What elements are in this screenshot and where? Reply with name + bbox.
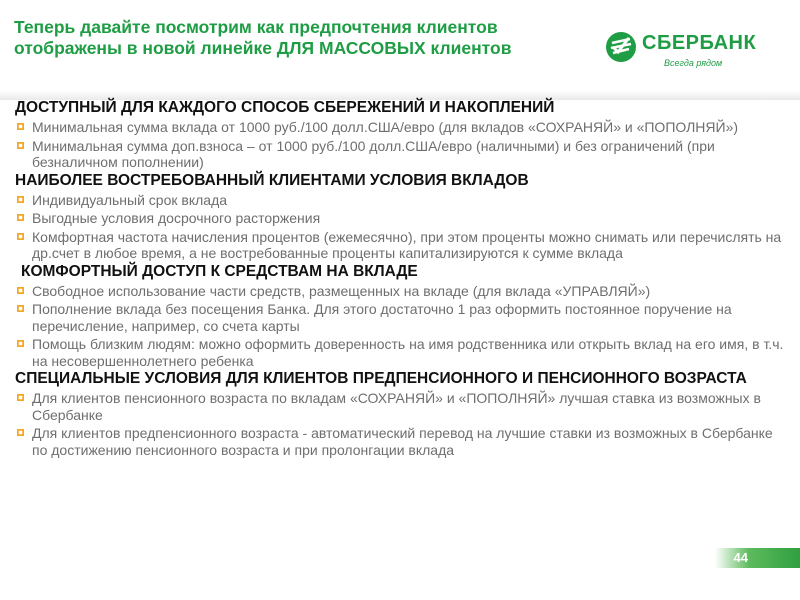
section-heading: СПЕЦИАЛЬНЫЕ УСЛОВИЯ ДЛЯ КЛИЕНТОВ ПРЕДПЕНСИОННОГО И ПЕНСИОННОГО ВОЗРАСТА [15,370,747,387]
list-item [15,336,785,369]
list-item [15,210,785,227]
section-pension [15,370,785,458]
bullet-icon [17,340,24,347]
bullet-icon [17,305,24,312]
logo-slogan: Всегда рядом [664,58,723,68]
list-item-text: Помощь близким людям: можно оформить доверенность на имя родственника или открыть вклад на его имя, в т.ч. на несовершеннолетнего ребенка [32,336,784,369]
bullet-icon [17,287,24,294]
list-item-text: Для клиентов пенсионного возраста по вкладам «СОХРАНЯЙ» и «ПОПОЛНЯЙ» лучшая ставка из возможных в Сбербанке [32,390,761,423]
list-item [15,229,785,262]
list-item [15,138,785,171]
list-item [15,192,785,209]
list-item-text: Для клиентов предпенсионного возраста - автоматический перевод на лучшие ставки из возможных в Сбербанке по достижению пенсионного возраста и при пролонгации вклада [32,425,773,458]
list-item [15,390,785,423]
section-conditions [15,172,785,262]
section-heading: ДОСТУПНЫЙ ДЛЯ КАЖДОГО СПОСОБ СБЕРЕЖЕНИЙ И НАКОПЛЕНИЙ [15,99,555,116]
list-item-text: Выгодные условия досрочного расторжения [32,210,321,226]
list-item [15,283,785,300]
slide-title: Теперь давайте посмотрим как предпочтения клиентов отображены в новой линейке ДЛЯ МАССОВЫХ клиентов [14,17,512,58]
bullet-icon [17,429,24,436]
list-item-text: Комфортная частота начисления процентов (ежемесячно), при этом проценты можно снимать или перечислять на др.счет в любое время, а не востребованные проценты капитализируются к сумме вклада [32,228,782,261]
logo-name: СБЕРБАНК [642,32,757,54]
bullet-list [15,283,785,370]
bullet-list [15,192,785,262]
list-item-text: Пополнение вклада без посещения Банка. Для этого достаточно 1 раз оформить постоянное поручение на перечисление, например, со счета карты [32,301,732,334]
page-number-badge [715,548,800,568]
page-number: 44 [733,550,748,565]
list-item [15,301,785,334]
sberbank-logo-icon [604,30,638,64]
bullet-icon [17,123,24,130]
bullet-list [15,119,785,171]
list-item-text: Минимальная сумма вклада от 1000 руб./100 долл.США/евро (для вкладов «СОХРАНЯЙ» и «ПОПОЛНЯЙ») [32,119,739,135]
list-item-text: Минимальная сумма доп.взноса – от 1000 руб./100 долл.США/евро (наличными) и без ограничений (при безналичном пополнении) [32,137,715,170]
section-savings [15,99,785,171]
list-item-text: Индивидуальный срок вклада [32,191,228,208]
bullet-icon [17,142,24,149]
bullet-icon [17,214,24,221]
bullet-icon [17,196,24,203]
section-heading: КОМФОРТНЫЙ ДОСТУП К СРЕДСТВАМ НА ВКЛАДЕ [21,262,418,280]
bullet-icon [17,233,24,240]
bullet-list [15,390,785,458]
section-heading: НАИБОЛЕЕ ВОСТРЕБОВАННЫЙ КЛИЕНТАМИ УСЛОВИЯ ВКЛАДОВ [15,171,529,189]
list-item [15,119,785,136]
bullet-icon [17,394,24,401]
list-item-text: Свободное использование части средств, размещенных на вкладе (для вклада «УПРАВЛЯЙ») [32,282,651,299]
slide-content [15,99,785,459]
section-access [15,263,785,370]
list-item [15,425,785,458]
sberbank-logo [604,30,774,76]
